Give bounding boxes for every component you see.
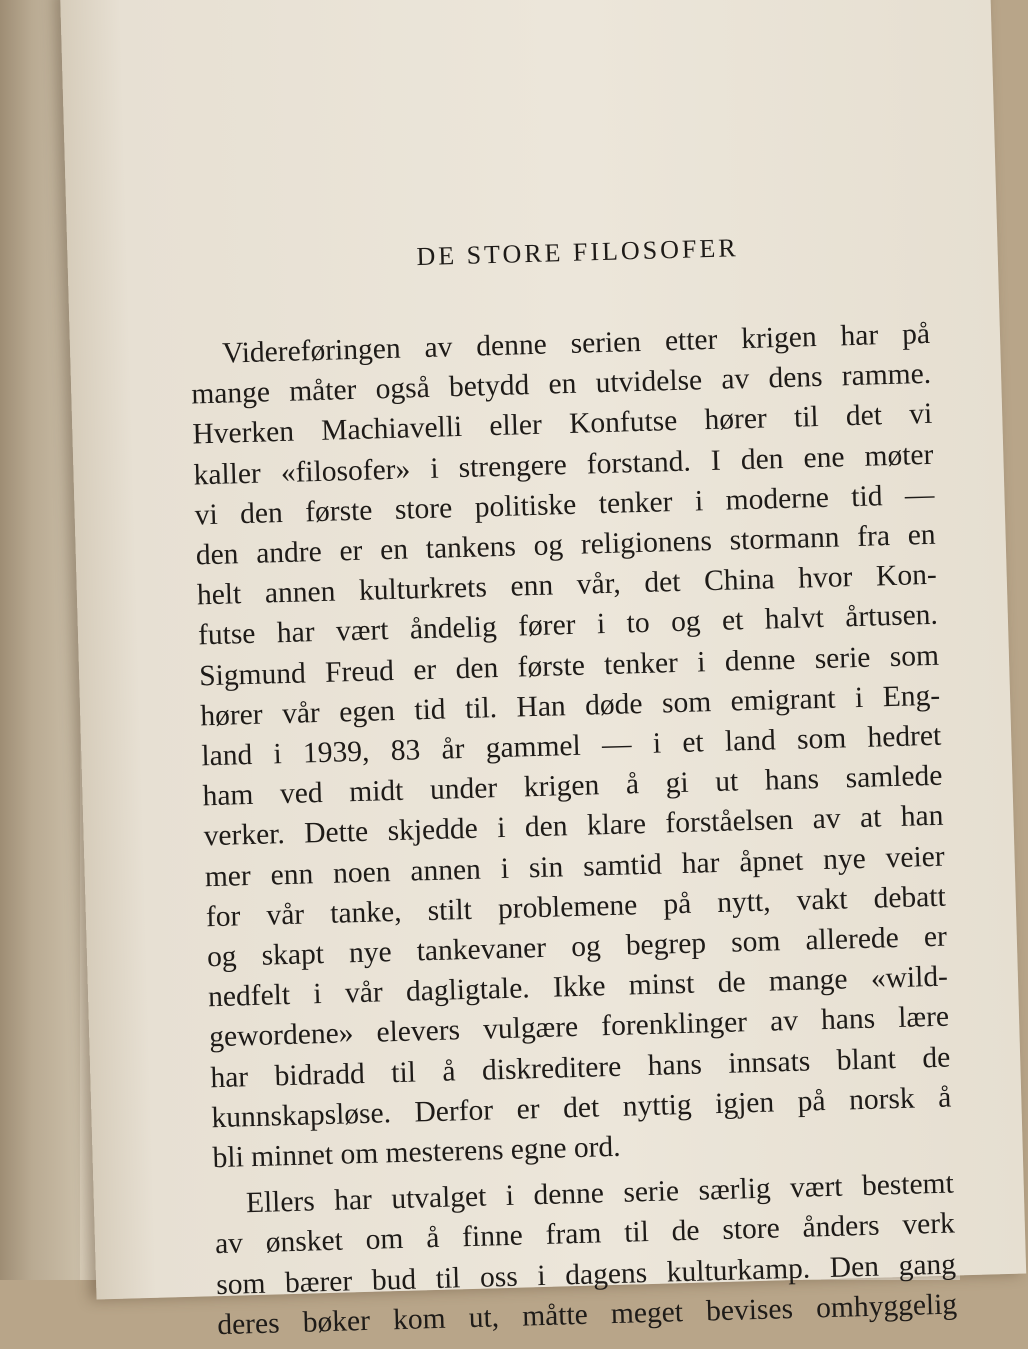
- text-line: gewordene» elevers vulgære forenklinger av hans lære: [208, 1001, 950, 1054]
- text-line: kaller «filosofer» i strengere forstand. I den ene møter: [193, 438, 934, 492]
- text-line: mer enn noen annen i sin samtid har åpnet nye veier: [204, 840, 945, 893]
- paragraphs: [190, 314, 958, 1345]
- text-line: Hverken Machiavelli eller Konfutse hører til det vi: [192, 398, 933, 451]
- text-line: deres bøker kom ut, måtte meget bevises omhyggelig: [216, 1288, 958, 1341]
- text-line: futse har vært åndelig fører i to og et halvt årtusen.: [197, 599, 939, 652]
- text-line: kunnskapsløse. Derfor er det nyttig igjen på norsk å: [211, 1081, 952, 1135]
- text-line: Videreføringen av denne serien etter krigen har på: [221, 317, 931, 370]
- paragraph: [190, 314, 953, 1179]
- text-line: Sigmund Freud er den første tenker i denne serie som: [198, 639, 940, 692]
- text-line: bli minnet om mesterens egne ord.: [212, 1130, 621, 1175]
- text-line: land i 1939, 83 år gammel — i et land som hedret: [201, 719, 942, 773]
- text-line: nedfelt i vår dagligtale. Ikke minst de mange «wild-: [207, 960, 949, 1014]
- text-block: [187, 228, 957, 1345]
- text-line: ham ved midt under krigen å gi ut hans samlede: [202, 759, 943, 813]
- text-line: helt annen kulturkrets enn vår, det China hvor Kon-: [196, 558, 938, 612]
- text-line: verker. Dette skjedde i den klare forståelsen av at han: [203, 800, 944, 853]
- paragraph: [213, 1164, 957, 1345]
- text-line: som bærer bud til oss i dagens kulturkamp. Den gang: [215, 1248, 957, 1301]
- text-line: vi den første store politiske tenker i moderne tid —: [194, 478, 935, 532]
- text-line: for vår tanke, stilt problemene på nytt, vakt debatt: [205, 880, 947, 934]
- text-line: hører vår egen tid til. Han døde som emigrant i Eng-: [199, 679, 941, 733]
- page-heading: DE STORE FILOSOFER: [416, 233, 739, 272]
- text-line: den andre er en tankens og religionens stormann fra en: [195, 518, 936, 572]
- book-page: [60, 0, 1026, 1341]
- text-line: mange måter også betydd en utvidelse av dens ramme.: [190, 358, 932, 411]
- text-line: av ønsket om å finne fram til de store ånders verk: [214, 1207, 956, 1261]
- text-line: og skapt nye tankevaner og begrep som allerede er: [206, 920, 948, 974]
- text-line: har bidradd til å diskreditere hans innsats blant de: [209, 1041, 951, 1094]
- text-line: Ellers har utvalget i denne serie særlig vært bestemt: [245, 1167, 955, 1220]
